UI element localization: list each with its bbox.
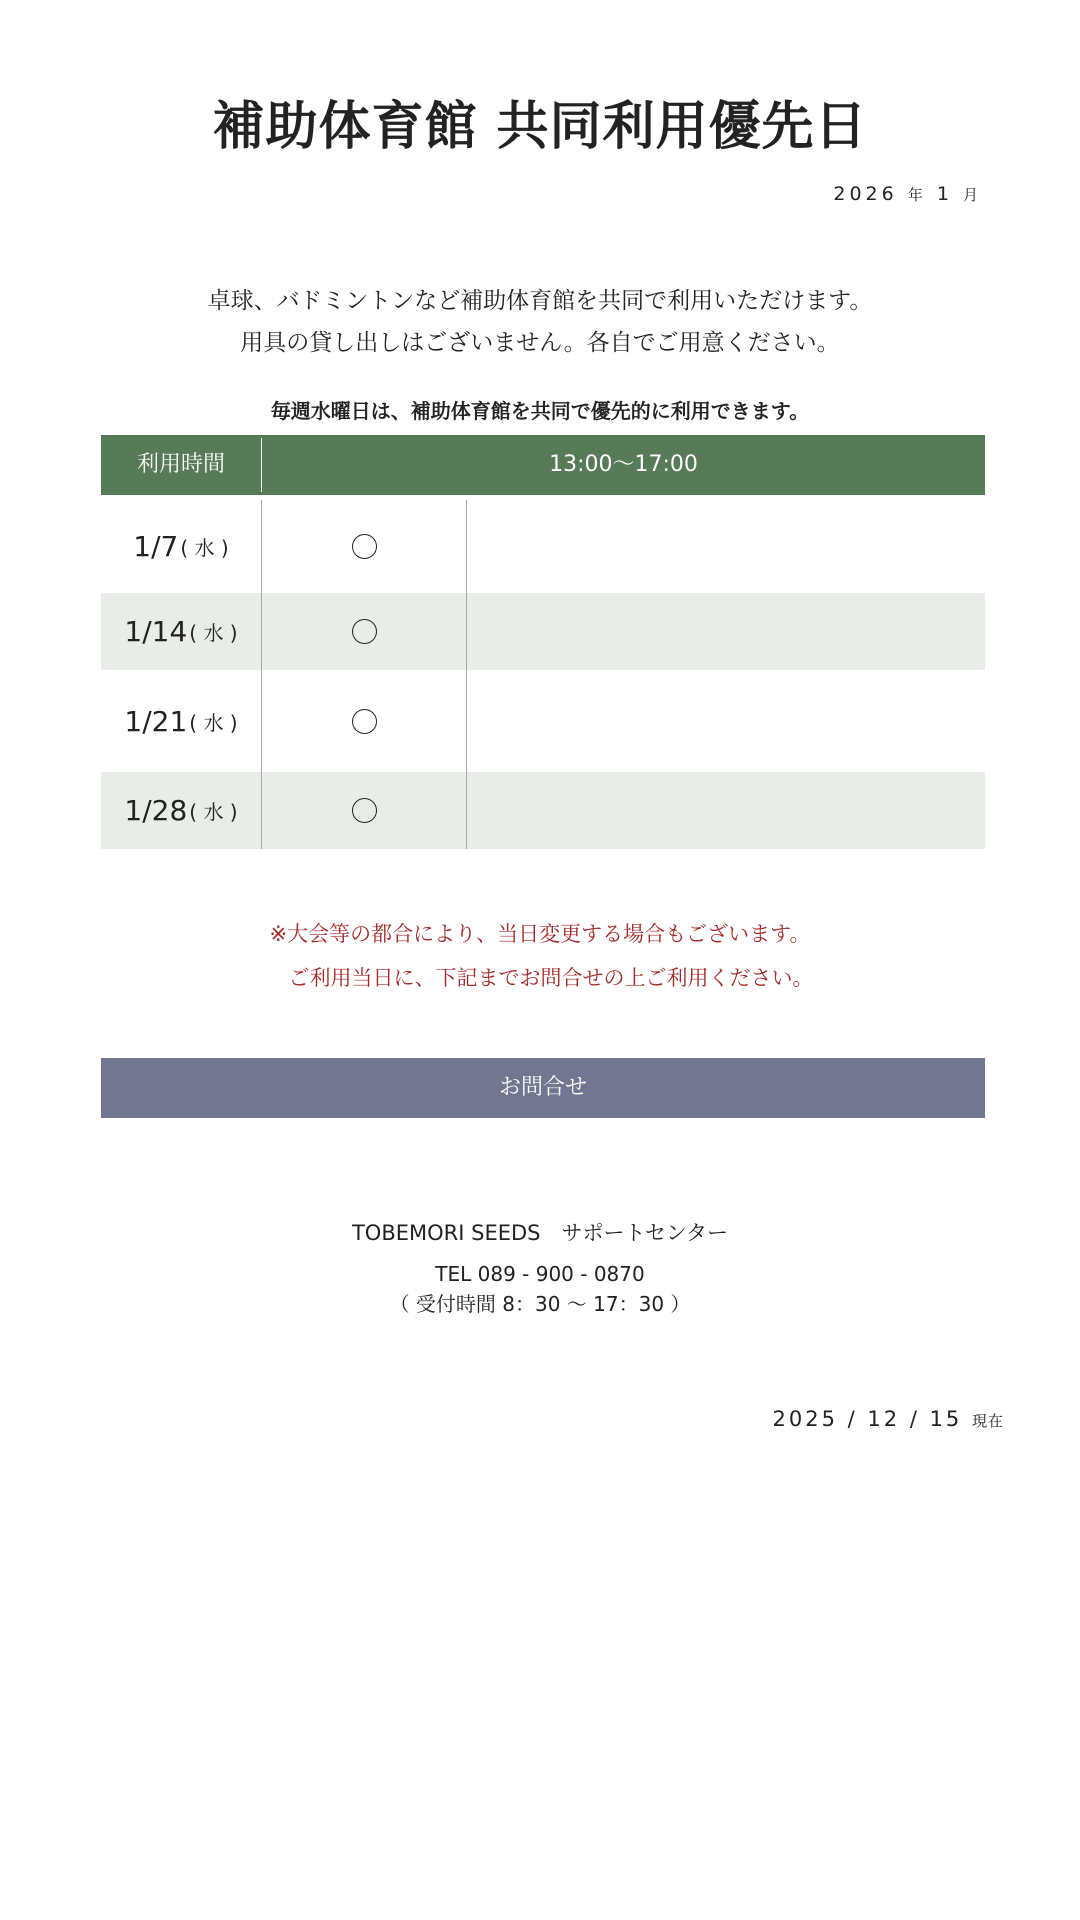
table-row: [101, 670, 985, 772]
date-value: 1/21: [124, 704, 188, 738]
usage-time-label: 利用時間: [136, 452, 225, 477]
schedule-table: [101, 500, 985, 849]
row-date: [101, 593, 261, 670]
row-date: [101, 772, 261, 849]
weekday: ( 水 ): [189, 710, 238, 735]
weekday: ( 水 ): [180, 536, 229, 560]
table-row: [101, 593, 985, 670]
circle-mark-icon: [352, 798, 377, 823]
weekday: ( 水 ): [189, 621, 238, 645]
row-date: [101, 670, 261, 772]
availability-mark: [263, 593, 466, 670]
month-number: 1: [936, 183, 953, 205]
month-label: [833, 183, 982, 205]
intro-text: [0, 280, 1080, 364]
month-year-unit: 年: [907, 186, 927, 204]
schedule-header: [101, 435, 985, 495]
page-title: 補助体育館 共同利用優先日: [212, 97, 868, 157]
month-unit: 月: [962, 186, 982, 204]
date-value: 1/7: [133, 530, 179, 563]
weekday: ( 水 ): [189, 800, 238, 824]
date-value: 1/28: [124, 794, 188, 827]
notice-text: [0, 912, 1080, 1000]
usage-time-value: 13:00〜17:00: [549, 452, 698, 477]
circle-mark-icon: [352, 619, 377, 644]
availability-mark: [263, 670, 466, 772]
circle-mark-icon: [352, 709, 377, 734]
notice-line-2: ご利用当日に、下記までお問合せの上ご利用ください。: [288, 966, 814, 990]
intro-line-2: 用具の貸し出しはございません。各自でご用意ください。: [240, 330, 840, 356]
as-of-date-value: 2025 / 12 / 15: [772, 1407, 963, 1431]
circle-mark-icon: [352, 534, 377, 559]
schedule-subheading: 毎週水曜日は、補助体育館を共同で優先的に利用できます。: [270, 399, 810, 423]
column-divider: [466, 500, 467, 849]
intro-line-1: 卓球、バドミントンなど補助体育館を共同で利用いただけます。: [207, 288, 873, 314]
as-of-suffix: 現在: [971, 1412, 1004, 1430]
month-year: 2026: [833, 183, 898, 205]
row-date: [101, 500, 261, 593]
table-row: [101, 772, 985, 849]
as-of-date: [773, 1404, 1004, 1436]
reception-hours: （ 受付時間 8：30 〜 17：30 ）: [389, 1292, 691, 1316]
phone-number: TEL 089 - 900 - 0870: [435, 1262, 645, 1286]
column-divider: [261, 500, 262, 849]
notice-line-1: ※大会等の都合により、当日変更する場合もございます。: [269, 922, 811, 946]
date-value: 1/14: [124, 615, 188, 648]
availability-mark: [263, 772, 466, 849]
contact-heading-bar: お問合せ: [101, 1058, 985, 1118]
table-row: [101, 500, 985, 593]
availability-mark: [263, 500, 466, 593]
support-center-name: TOBEMORI SEEDS サポートセンター: [351, 1221, 729, 1245]
